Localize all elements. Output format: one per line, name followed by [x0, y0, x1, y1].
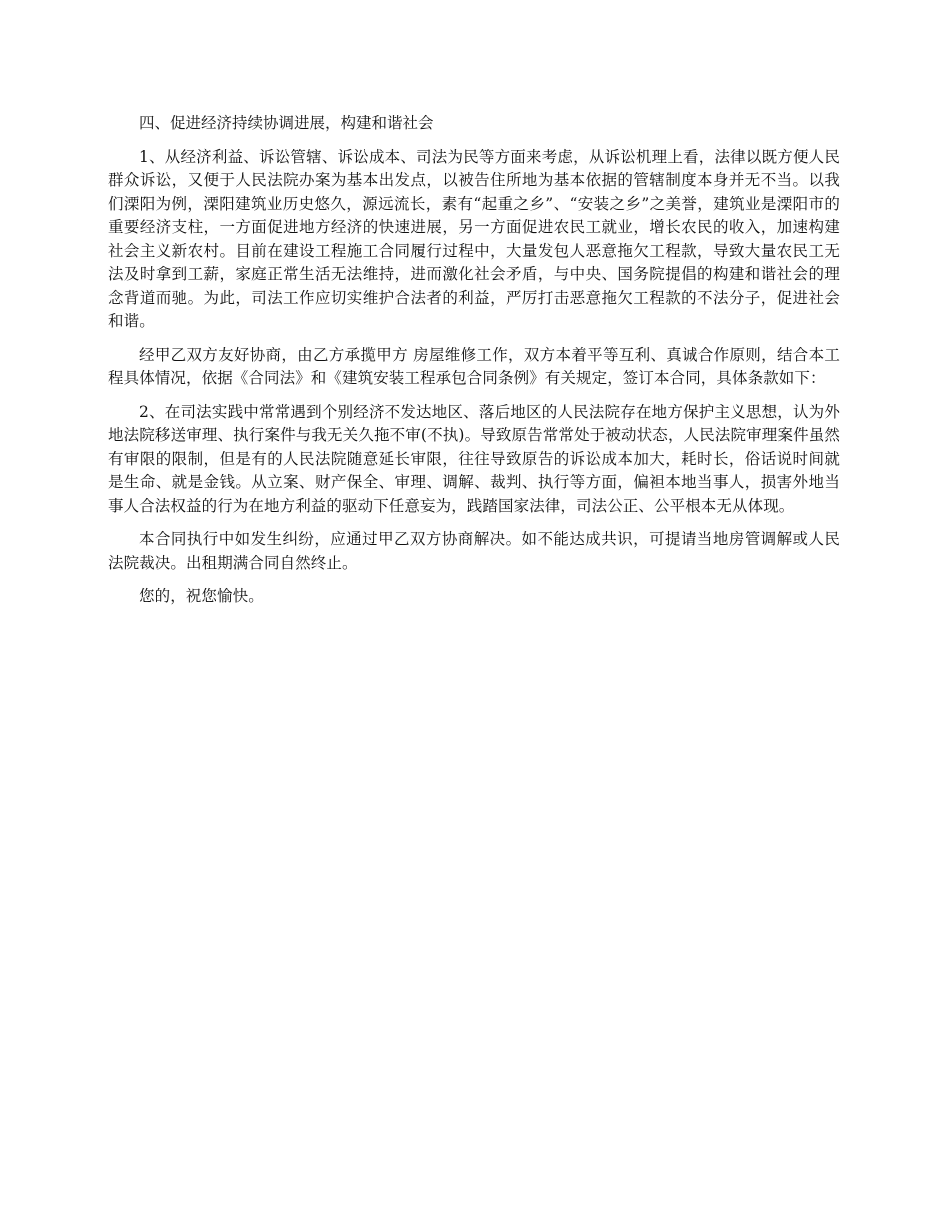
paragraph-1: 1、从经济利益、诉讼管辖、诉讼成本、司法为民等方面来考虑，从诉讼机理上看，法律以既方便人民群众诉讼，又便于人民法院办案为基本出发点，以被告住所地为基本依据的管辖制度本身并无不当。以我们溧阳为例，溧阳建筑业历史悠久，源远流长，素有“起重之乡”、“安装之乡”之美誉，建筑业是溧阳市的重要经济支柱，一方面促进地方经济的快速进展，另一方面促进农民工就业，增长农民的收入，加速构建社会主义新农村。目前在建设工程施工合同履行过程中，大量发包人恶意拖欠工程款，导致大量农民工无法及时拿到工薪，家庭正常生活无法维持，进而激化社会矛盾，与中央、国务院提倡的构建和谐社会的理念背道而驰。为此，司法工作应切实维护合法者的利益，严厉打击恶意拖欠工程款的不法分子，促进社会和谐。 — [108, 147, 840, 330]
paragraph-2: 经甲乙双方友好协商，由乙方承揽甲方 房屋维修工作，双方本着平等互利、真诚合作原则，结合本工程具体情况，依据《合同法》和《建筑安装工程承包合同条例》有关规定，签订本合同，具体条款如下： — [108, 345, 840, 387]
paragraph-3: 2、在司法实践中常常遇到个别经济不发达地区、落后地区的人民法院存在地方保护主义思想，认为外地法院移送审理、执行案件与我无关久拖不审(不执)。导致原告常常处于被动状态，人民法院审理案件虽然有审限的限制，但是有的人民法院随意延长审限，往往导致原告的诉讼成本加大，耗时长，俗话说时间就是生命、就是金钱。从立案、财产保全、审理、调解、裁判、执行等方面，偏袒本地当事人，损害外地当事人合法权益的行为在地方利益的驱动下任意妄为，践踏国家法律，司法公正、公平根本无从体现。 — [108, 402, 840, 515]
paragraph-5: 您的，祝您愉快。 — [139, 587, 264, 605]
section-heading: 四、促进经济持续协调进展，构建和谐社会 — [139, 114, 434, 132]
paragraph-4: 本合同执行中如发生纠纷，应通过甲乙双方协商解决。如不能达成共识，可提请当地房管调解或人民法院裁决。出租期满合同自然终止。 — [108, 530, 840, 572]
document-body — [108, 112, 840, 619]
